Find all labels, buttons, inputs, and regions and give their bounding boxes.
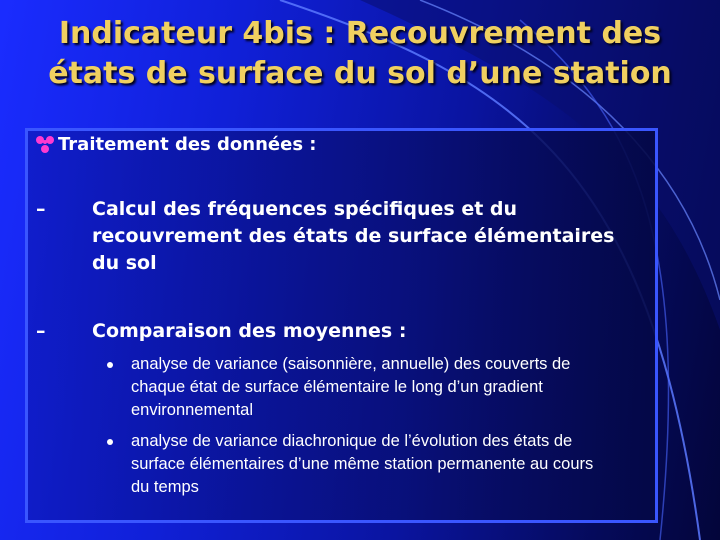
sub-item-line: chaque état de surface élémentaire le long d’un gradient <box>131 378 543 396</box>
round-bullet-icon <box>107 362 113 368</box>
round-bullet-icon <box>107 439 113 445</box>
dash-marker: – <box>36 320 46 342</box>
sub-list-item <box>107 430 687 500</box>
title-line-1: Indicateur 4bis : Recouvrement des <box>58 16 662 51</box>
sub-list-item <box>107 353 667 423</box>
diamond-bullet-icon <box>34 135 56 155</box>
sub-item-line: environnemental <box>131 401 253 419</box>
heading-bullet <box>34 134 317 155</box>
sub-item-line: du temps <box>131 478 199 496</box>
dash-marker: – <box>36 198 46 220</box>
sub-item-line: surface élémentaires d’une même station permanente au cours <box>131 455 594 473</box>
list-item <box>36 318 656 346</box>
sub-item-line: analyse de variance (saisonnière, annuelle) des couverts de <box>131 355 571 373</box>
heading-text: Traitement des données : <box>58 134 317 155</box>
item-line: du sol <box>92 252 157 274</box>
sub-item-line: analyse de variance diachronique de l’évolution des états de <box>131 432 573 450</box>
slide-title <box>0 14 720 94</box>
title-line-2: états de surface du sol d’une station <box>48 56 672 91</box>
item-line: Calcul des fréquences spécifiques et du <box>92 198 518 220</box>
list-item <box>36 196 656 278</box>
item-line: recouvrement des états de surface élémentaires <box>92 225 615 247</box>
item-line: Comparaison des moyennes : <box>92 320 407 342</box>
